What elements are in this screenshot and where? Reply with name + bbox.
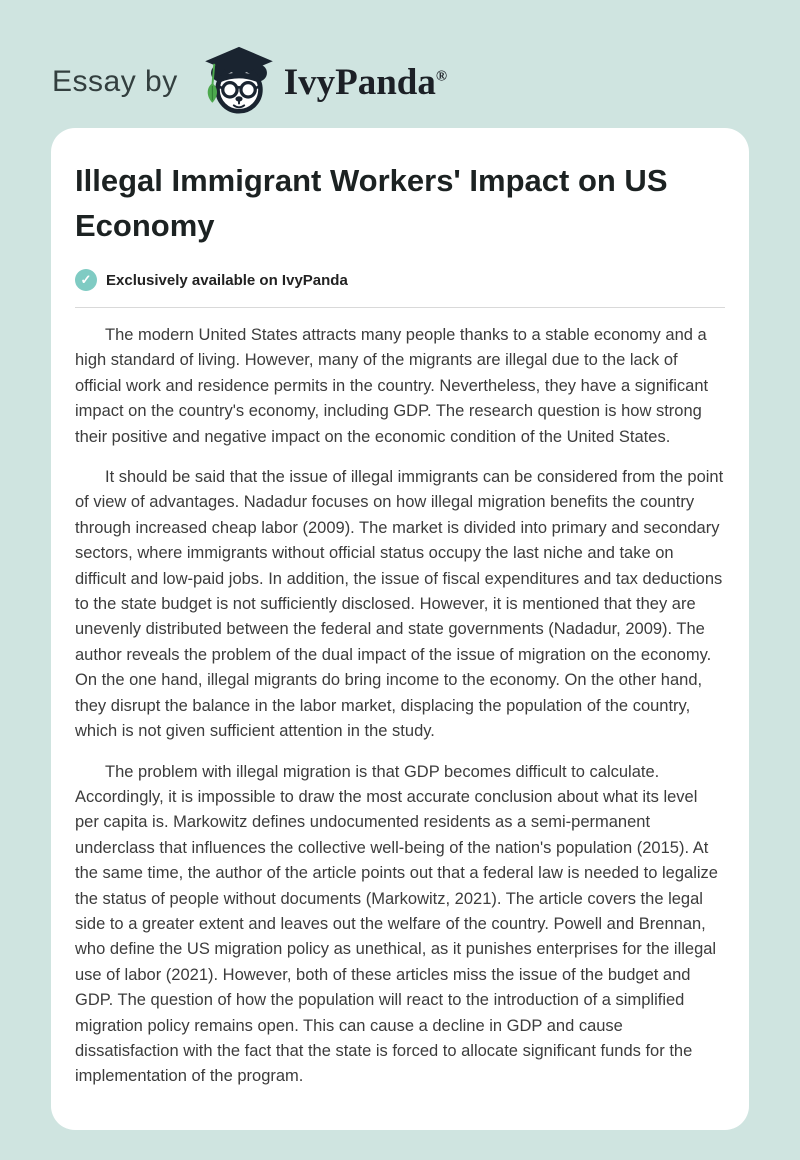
essay-card	[51, 128, 749, 1130]
check-icon: ✓	[75, 269, 97, 291]
availability-label: Exclusively available on IvyPanda	[106, 271, 348, 289]
divider	[75, 307, 725, 308]
panda-graduate-icon	[200, 40, 278, 124]
essay-paragraph-1: The modern United States attracts many people thanks to a stable economy and a high standard of living. However, many of the migrants are illegal due to the lack of official work and residence permits in the country. Nevertheless, they have a significant impact on the country's economy, including GDP. The research question is how strong their positive and negative impact on the economic condition of the United States.	[75, 326, 709, 446]
registered-trademark: ®	[435, 68, 448, 85]
essay-by-label: Essay by	[52, 65, 178, 98]
availability-badge	[75, 269, 725, 291]
essay-body	[75, 323, 725, 1090]
brand-name	[284, 61, 447, 104]
essay-paragraph-2: It should be said that the issue of illegal immigrants can be considered from the point of view of advantages. Nadadur focuses on how illegal migration benefits the country through increased cheap labor (2009). The market is divided into primary and secondary sectors, where immigrants without official status occupy the last niche and take on difficult and low-paid jobs. In addition, the issue of fiscal expenditures and tax deductions to the state budget is not sufficiently disclosed. However, it is mentioned that they are unevenly distributed between the federal and state governments (Nadadur, 2009). The author reveals the problem of the dual impact of the issue of migration on the economy. On the one hand, illegal migrants do bring income to the economy. On the other hand, they disrupt the balance in the labor market, displacing the population of the country, which is not given sufficient attention in the study.	[75, 468, 724, 741]
ivypanda-logo	[200, 40, 447, 124]
essay-paragraph-3: The problem with illegal migration is that GDP becomes difficult to calculate. Accordingly, it is impossible to draw the most accurate conclusion about what its level per capita is. Markowitz defines undocumented residents as a semi-permanent underclass that influences the collective well-being of the nation's population (2015). At the same time, the author of the article points out that a federal law is needed to legalize the status of people without documents (Markowitz, 2021). The article covers the legal side to a greater extent and leaves out the welfare of the country. Powell and Brennan, who define the US migration policy as unethical, as it punishes enterprises for the illegal use of labor (2021). However, both of these articles miss the issue of the budget and GDP. The question of how the population will react to the introduction of a simplified migration policy remains open. This can cause a decline in GDP and cause dissatisfaction with the fact that the state is forced to allocate significant funds for the implementation of the program.	[75, 762, 718, 1086]
page-title: Illegal Immigrant Workers' Impact on US Economy	[75, 163, 668, 243]
page-header	[0, 0, 800, 128]
brand-name-text: IvyPanda	[283, 61, 436, 103]
